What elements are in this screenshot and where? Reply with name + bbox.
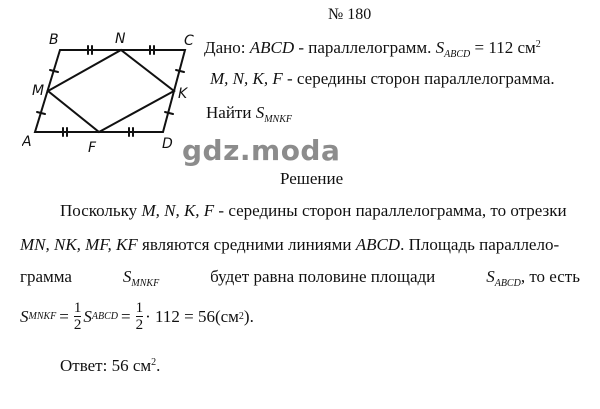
parallelogram-diagram: [22, 28, 202, 158]
midpoints-names: M, N, K, F: [210, 69, 283, 88]
f-frac-2-den: 2: [135, 317, 144, 333]
answer-end: .: [156, 356, 161, 375]
given-label: Дано:: [204, 38, 246, 57]
watermark: gdz.moda: [182, 134, 341, 167]
p3-s2: S: [486, 267, 495, 286]
label-f: F: [88, 140, 97, 156]
label-a: A: [22, 134, 32, 150]
answer-pow: 2: [151, 357, 157, 368]
p2-segments: MN, NK, MF, KF: [20, 235, 138, 254]
label-c: C: [184, 33, 194, 49]
f-eq-1: =: [59, 306, 69, 326]
f-frac-1-num: 1: [73, 300, 82, 316]
label-b: B: [49, 32, 59, 48]
f-s-sub: ABCD: [91, 310, 118, 322]
f-frac-1: [74, 300, 82, 333]
p1-b: - середины сторон параллелограмма, то отрезки: [218, 201, 567, 220]
given-area-value: = 112 см: [474, 38, 536, 57]
p3-b: будет равна половине площади: [210, 267, 436, 286]
f-s: S: [83, 306, 92, 326]
quadrilateral-mnkf: [48, 50, 174, 132]
paragraph-line-1: [60, 200, 567, 222]
label-n: N: [115, 31, 126, 47]
given-area-sub: ABCD: [444, 49, 471, 60]
given-area-power: 2: [535, 39, 541, 50]
f-eq-2: =: [120, 306, 131, 326]
given-area-var: S: [435, 38, 445, 57]
f-lhs: S: [20, 306, 29, 326]
f-lhs-sub: MNKF: [28, 310, 57, 322]
given-type: - параллелограмм.: [298, 38, 432, 57]
answer-text: Ответ: 56 см: [60, 356, 152, 375]
find-line: [206, 102, 292, 131]
find-label: Найти: [206, 103, 252, 122]
find-sub: MNKF: [264, 114, 292, 125]
midpoints-text: - середины сторон параллелограмма.: [286, 69, 555, 88]
p2-figure: ABCD: [355, 235, 401, 254]
f-mid: · 112 = 56(см: [145, 306, 239, 326]
p3-s1: S: [122, 267, 132, 286]
label-k: K: [178, 86, 188, 102]
answer: [60, 352, 160, 377]
parallelogram-abcd: [35, 50, 185, 132]
p1-points: M, N, K, F: [141, 201, 215, 220]
solution-heading: Решение: [280, 169, 344, 188]
label-m: M: [32, 83, 45, 99]
p3-c: , то есть: [520, 267, 580, 286]
f-frac-2-num: 1: [135, 300, 144, 316]
given-figure: ABCD: [249, 38, 295, 57]
problem-number: № 180: [328, 6, 372, 23]
p2-b: . Площадь параллело-: [400, 235, 560, 254]
p2-a: являются средними линиями: [142, 235, 352, 254]
midpoints-line: [210, 68, 555, 90]
area-formula: [20, 300, 254, 333]
p3-s1-sub: MNKF: [131, 278, 160, 289]
p3-a: грамма: [20, 267, 72, 286]
find-var: S: [255, 103, 265, 122]
p3-s2-sub: ABCD: [494, 278, 521, 289]
paragraph-line-3: [20, 266, 580, 295]
given-line: [204, 34, 541, 66]
label-d: D: [162, 136, 173, 152]
p1-a: Поскольку: [60, 201, 138, 220]
f-frac-1-den: 2: [73, 317, 82, 333]
paragraph-line-2: [20, 234, 559, 256]
f-end: ).: [243, 306, 254, 326]
f-pow: 2: [238, 310, 244, 322]
f-frac-2: [136, 300, 144, 333]
